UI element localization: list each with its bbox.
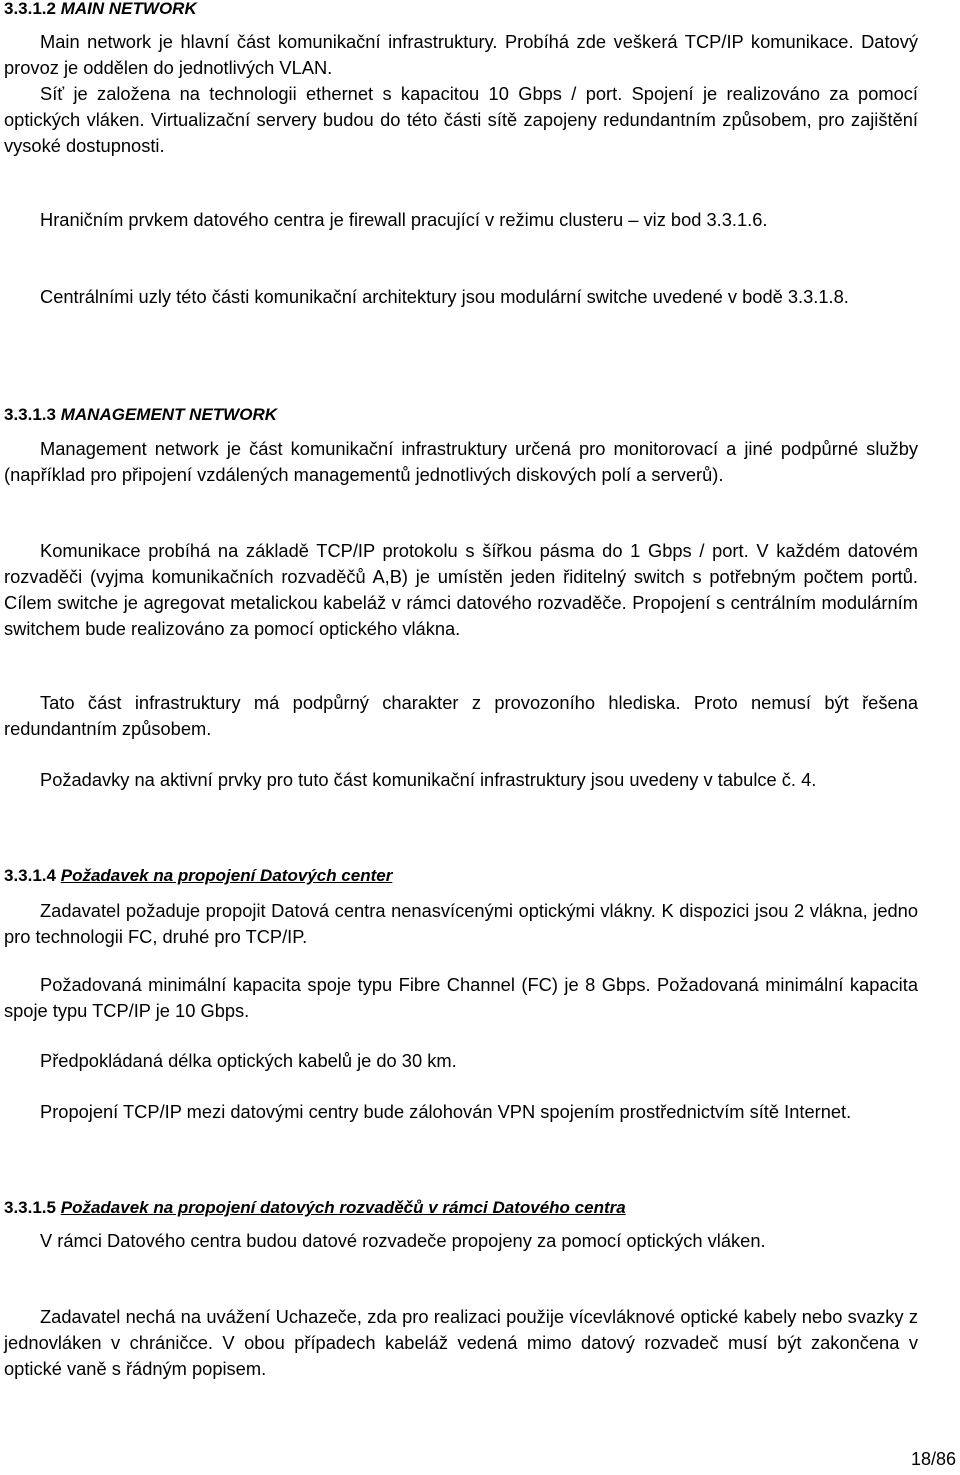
section-heading-rack-interconnect xyxy=(4,1197,626,1219)
paragraph: Požadavky na aktivní prvky pro tuto část komunikační infrastruktury jsou uvedeny v tabulce č. 4. xyxy=(40,769,817,790)
section-title: Požadavek na propojení Datových center xyxy=(60,866,393,885)
paragraph: Komunikace probíhá na základě TCP/IP protokolu s šířkou pásma do 1 Gbps / port. V každém datovém rozvaděči (vyjma komunikačních rozvaděčů A,B) je umístěn jeden řiditelný switch s potřebným počtem portů. Cílem switche je agregovat metalickou kabeláž v rámci datového rozvaděče. Propojení s centrálním modulárním switchem bude realizováno za pomocí optického vlákna. xyxy=(4,540,918,639)
section-heading-main-network xyxy=(4,0,197,20)
section-heading-dc-interconnect xyxy=(4,865,392,887)
paragraph: Síť je založena na technologii ethernet s kapacitou 10 Gbps / port. Spojení je realizováno za pomocí optických vláken. Virtualizační servery budou do této části sítě zapojeny redundantním způsobem, pro zajištění vysoké dostupnosti. xyxy=(4,83,918,156)
paragraph: Předpokládaná délka optických kabelů je do 30 km. xyxy=(40,1050,457,1071)
section-title: Požadavek na propojení datových rozvaděčů v rámci Datového centra xyxy=(60,1198,626,1217)
section-number: 3.3.1.3 xyxy=(4,405,56,424)
section-number: 3.3.1.4 xyxy=(4,866,56,885)
paragraph: Main network je hlavní část komunikační infrastruktury. Probíhá zde veškerá TCP/IP komunikace. Datový provoz je oddělen do jednotlivých VLAN. xyxy=(4,31,918,78)
paragraph: Hraničním prvkem datového centra je firewall pracující v režimu clusteru – viz bod 3.3.1.6. xyxy=(40,209,768,230)
section-number: 3.3.1.5 xyxy=(4,1198,56,1217)
paragraph: Zadavatel požaduje propojit Datová centra nenasvícenými optickými vlákny. K dispozici jsou 2 vlákna, jedno pro technologii FC, druhé pro TCP/IP. xyxy=(4,900,918,947)
section-heading-management-network xyxy=(4,404,277,426)
section-title: MAIN NETWORK xyxy=(60,0,197,18)
paragraph: Tato část infrastruktury má podpůrný charakter z provozoního hlediska. Proto nemusí být řešena redundantním způsobem. xyxy=(4,692,918,739)
paragraph: Management network je část komunikační infrastruktury určená pro monitorovací a jiné podpůrné služby (například pro připojení vzdálených managementů jednotlivých diskových polí a serverů). xyxy=(4,438,918,485)
paragraph: Centrálními uzly této části komunikační architektury jsou modulární switche uvedené v bodě 3.3.1.8. xyxy=(40,286,849,307)
section-title: MANAGEMENT NETWORK xyxy=(60,405,277,424)
paragraph: Požadovaná minimální kapacita spoje typu Fibre Channel (FC) je 8 Gbps. Požadovaná minimální kapacita spoje typu TCP/IP je 10 Gbps. xyxy=(4,974,918,1021)
page-number: 18/86 xyxy=(910,1449,956,1469)
paragraph: V rámci Datového centra budou datové rozvadeče propojeny za pomocí optických vláken. xyxy=(40,1230,766,1251)
paragraph: Propojení TCP/IP mezi datovými centry bude zálohován VPN spojením prostřednictvím sítě Internet. xyxy=(40,1101,852,1122)
section-number: 3.3.1.2 xyxy=(4,0,56,18)
paragraph: Zadavatel nechá na uvážení Uchazeče, zda pro realizaci použije vícevláknové optické kabely nebo svazky z jednovláken v chráničce. V obou případech kabeláž vedená mimo datový rozvadeč musí být zakončena v optické vaně s řádným popisem. xyxy=(4,1306,918,1379)
